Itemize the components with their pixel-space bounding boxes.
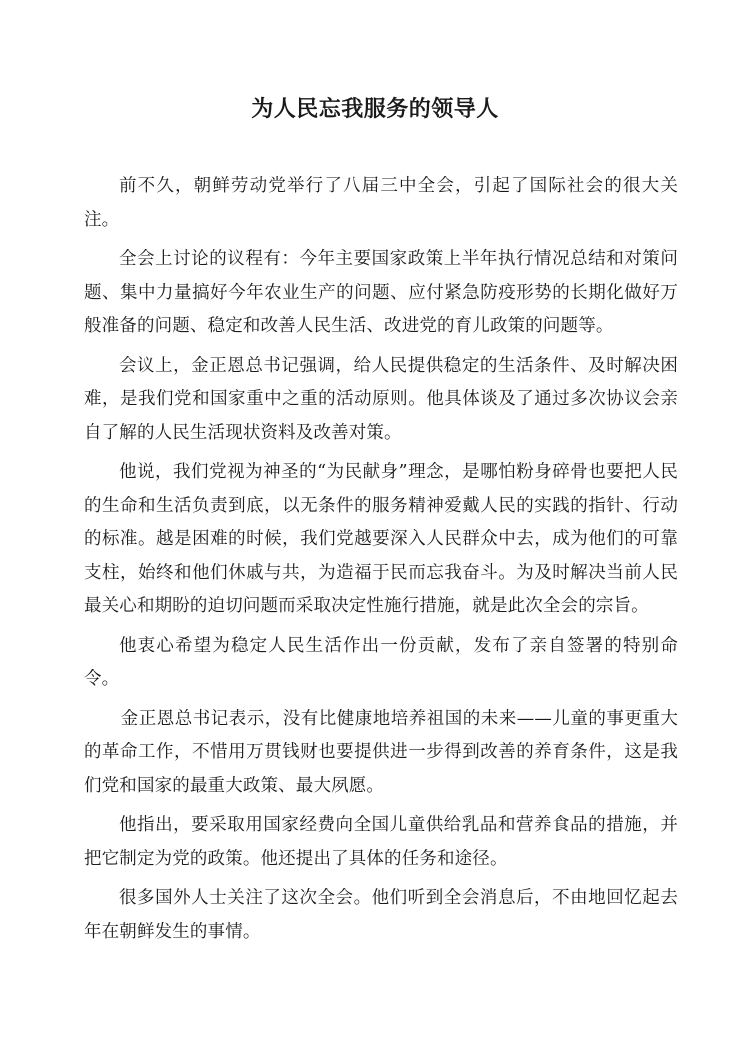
paragraph: 他指出，要采取用国家经费向全国儿童供给乳品和营养食品的措施，并把它制定为党的政策。他还提出了具体的任务和途径。 [84,815,678,869]
paragraph: 他衷心希望为稳定人民生活作出一份贡献，发布了亲自签署的特别命令。 [84,635,678,689]
document-title: 为人民忘我服务的领导人 [251,96,499,122]
paragraph: 很多国外人士关注了这次全会。他们听到全会消息后，不由地回忆起去年在朝鲜发生的事情。 [84,888,678,942]
paragraph: 前不久，朝鲜劳动党举行了八届三中全会，引起了国际社会的很大关注。 [84,176,678,230]
document-body [84,170,678,949]
paragraph: 他说，我们党视为神圣的“为民献身”理念，是哪怕粉身碎骨也要把人民的生命和生活负责到底，以无条件的服务精神爱戴人民的实践的指针、行动的标准。越是困难的时候，我们党越要深入人民群众中去，成为他们的可靠支柱，始终和他们休戚与共，为造福于民而忘我奋斗。为及时解决当前人民最关心和期盼的迫切问题而采取决定性施行措施，就是此次全会的宗旨。 [84,462,678,616]
paragraph: 会议上，金正恩总书记强调，给人民提供稳定的生活条件、及时解决困难，是我们党和国家重中之重的活动原则。他具体谈及了通过多次协议会亲自了解的人民生活现状资料及改善对策。 [84,355,678,443]
paragraph: 金正恩总书记表示，没有比健康地培养祖国的未来——儿童的事更重大的革命工作，不惜用万贯钱财也要提供进一步得到改善的养育条件，这是我们党和国家的最重大政策、最大夙愿。 [84,708,678,796]
paragraph: 全会上讨论的议程有：今年主要国家政策上半年执行情况总结和对策问题、集中力量搞好今年农业生产的问题、应付紧急防疫形势的长期化做好万般准备的问题、稳定和改善人民生活、改进党的育儿政策的问题等。 [84,249,678,336]
